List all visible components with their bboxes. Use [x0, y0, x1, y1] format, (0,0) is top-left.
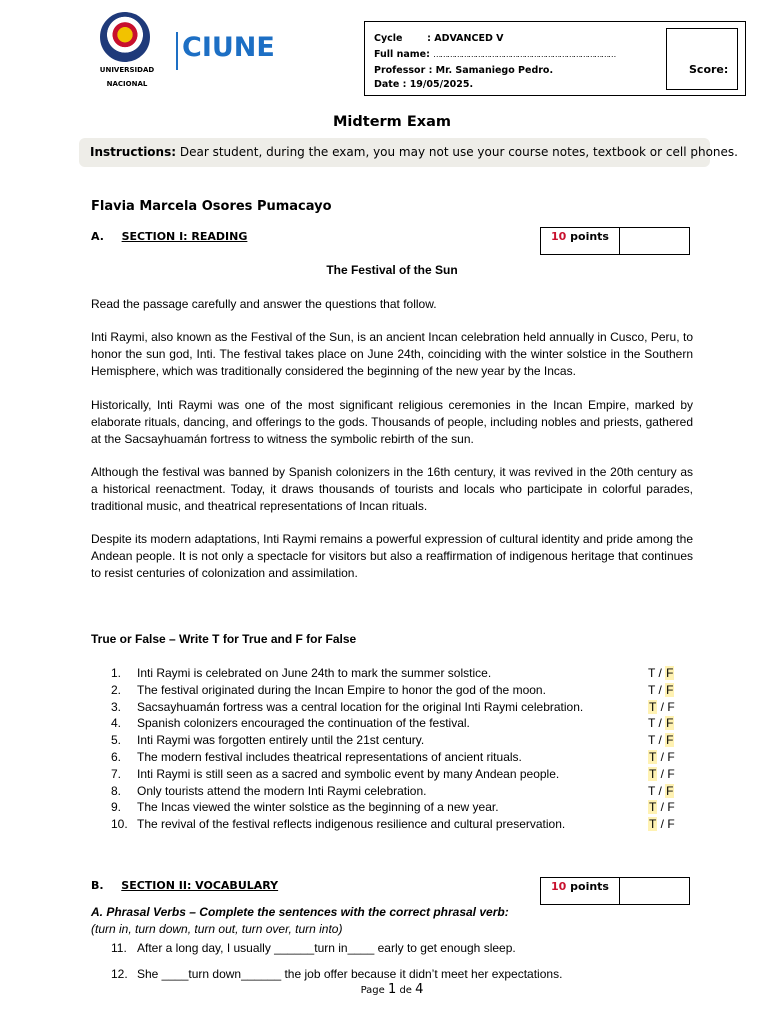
true-false-item [111, 750, 522, 764]
item-text: The Incas viewed the winter solstice as the beginning of a new year. [137, 800, 499, 814]
true-false-item [111, 733, 424, 747]
cycle-line [374, 33, 504, 44]
false-option[interactable]: F [667, 817, 675, 831]
phrasal-item [111, 967, 562, 981]
section1-points-box [540, 227, 690, 255]
true-option[interactable]: T [648, 683, 656, 697]
logo-text-line2: NACIONAL [106, 80, 148, 88]
true-false-item [111, 700, 583, 714]
item-number: 6. [111, 750, 122, 764]
item-text: Only tourists attend the modern Inti Raymi celebration. [137, 784, 427, 798]
passage-paragraph-1: Inti Raymi, also known as the Festival of the Sun, is an ancient Incan celebration held annually in Cusco, Peru, to honor the sun god, Inti. The festival takes place on June 24th, coinciding with the winter solstice in the Southern Hemisphere, which was traditionally considered the beginning of the new year by the Incas. [91, 330, 693, 378]
instructions-box [79, 138, 738, 167]
item-number: 7. [111, 767, 122, 781]
option-separator: / [657, 800, 668, 814]
phrasal-options: (turn in, turn down, turn out, turn over, turn into) [91, 922, 343, 936]
page-total: 4 [415, 982, 424, 997]
phrasal-item [111, 941, 516, 955]
true-false-answer[interactable] [648, 750, 675, 764]
true-false-item [111, 666, 491, 680]
false-option[interactable]: F [666, 784, 674, 798]
false-option[interactable]: F [667, 767, 675, 781]
true-option[interactable]: T [648, 784, 656, 798]
section1-points [551, 230, 609, 243]
section2-title: SECTION II: VOCABULARY [121, 879, 279, 892]
true-option[interactable]: T [649, 750, 657, 764]
false-option[interactable]: F [666, 716, 674, 730]
item-text: Inti Raymi is celebrated on June 24th to mark the summer solstice. [137, 666, 492, 680]
page-label: Page [360, 985, 388, 996]
true-false-item [111, 683, 546, 697]
phrasal-item-text: She ____turn down______ the job offer because it didn’t meet her expectations. [137, 967, 563, 981]
section2-points-num: 10 [551, 880, 567, 893]
page-title: Midterm Exam [332, 114, 451, 130]
section1-title: SECTION I: READING [121, 230, 248, 243]
true-false-item [111, 716, 470, 730]
item-number: 2. [111, 683, 122, 697]
passage-title: The Festival of the Sun [326, 263, 458, 277]
option-separator: / [655, 683, 666, 697]
university-seal-icon [100, 12, 150, 62]
true-option[interactable]: T [649, 817, 657, 831]
item-text: Spanish colonizers encouraged the continuation of the festival. [137, 716, 470, 730]
section2-points-box [540, 877, 690, 905]
item-text: The revival of the festival reflects indigenous resilience and cultural preservation. [137, 817, 566, 831]
fullname-label: Full name: [374, 49, 430, 60]
fullname-value: …………………………………………………………………… [433, 50, 616, 59]
option-separator: / [657, 817, 668, 831]
item-text: Inti Raymi was forgotten entirely until the 21st century. [137, 733, 425, 747]
true-option[interactable]: T [648, 666, 656, 680]
phrasal-item-number: 11. [111, 941, 127, 955]
fullname-line [374, 49, 615, 60]
item-number: 3. [111, 700, 122, 714]
cycle-label: Cycle [374, 33, 403, 44]
date-line: Date : 19/05/2025. [374, 79, 474, 90]
score-box[interactable] [666, 28, 738, 90]
of-label: de [396, 985, 416, 996]
item-number: 1. [111, 666, 122, 680]
option-separator: / [657, 700, 668, 714]
phrasal-verbs-title [91, 904, 511, 938]
true-false-answer[interactable] [648, 817, 675, 831]
false-option[interactable]: F [667, 750, 675, 764]
student-name: Flavia Marcela Osores Pumacayo [91, 199, 332, 214]
section2-points-label: points [566, 880, 609, 893]
item-text: Sacsayhuamán fortress was a central location for the original Inti Raymi celebration. [137, 700, 584, 714]
true-false-answer[interactable] [648, 733, 674, 747]
passage-paragraph-2: Historically, Inti Raymi was one of the most significant religious ceremonies in the Incan Empire, marked by elaborate rituals, dancing, and offerings to the gods. Thousands of people, including nobles and priests, gathered at the Sacsayhuamán fortress to witness the symbolic rebirth of the sun. [91, 398, 693, 446]
cycle-value: : ADVANCED V [427, 33, 504, 44]
true-false-item [111, 817, 565, 831]
true-false-item [111, 767, 559, 781]
false-option[interactable]: F [666, 683, 674, 697]
brand-divider [176, 32, 178, 70]
true-false-item [111, 800, 499, 814]
section2-letter: B. [91, 879, 104, 892]
true-option[interactable]: T [648, 716, 656, 730]
option-separator: / [657, 767, 668, 781]
true-false-answer[interactable] [648, 666, 674, 680]
phrasal-item-number: 12. [111, 967, 128, 981]
true-option[interactable]: T [649, 767, 657, 781]
item-number: 8. [111, 784, 122, 798]
page-footer [0, 982, 768, 997]
true-false-answer[interactable] [648, 683, 674, 697]
item-text: Inti Raymi is still seen as a sacred and symbolic event by many Andean people. [137, 767, 560, 781]
false-option[interactable]: F [667, 700, 675, 714]
brand-logo: CIUNE [182, 32, 275, 63]
option-separator: / [655, 784, 666, 798]
section1-points-num: 10 [551, 230, 567, 243]
professor-line: Professor : Mr. Samaniego Pedro. [374, 65, 554, 76]
phrasal-title-text: A. Phrasal Verbs – Complete the sentences with the correct phrasal verb: [91, 905, 509, 919]
passage-paragraph-3: Although the festival was banned by Spanish colonizers in the 16th century, it was revived in the 20th century as a historical reenactment. Today, it draws thousands of tourists and locals who participate in colorful parades, traditional music, and theatrical representations of Incan rituals. [91, 465, 693, 513]
passage-paragraph-4: Despite its modern adaptations, Inti Raymi remains a powerful expression of cultural identity and pride among the Andean people. It is not only a spectacle for visitors but also a reaffirmation of indigenous heritage that continues to resist centuries of colonization and assimilation. [91, 532, 693, 580]
true-option[interactable]: T [648, 733, 656, 747]
item-number: 10. [111, 817, 128, 831]
item-text: The modern festival includes theatrical representations of ancient rituals. [137, 750, 522, 764]
page-number: 1 [387, 982, 397, 997]
instructions-label: Instructions: [90, 145, 177, 159]
item-number: 5. [111, 733, 122, 747]
true-false-item [111, 784, 426, 798]
section1-points-label: points [566, 230, 609, 243]
section1-letter: A. [91, 230, 104, 243]
false-option[interactable]: F [667, 800, 675, 814]
logo-text-line1: UNIVERSIDAD [99, 66, 155, 74]
item-text: The festival originated during the Incan Empire to honor the god of the moon. [137, 683, 546, 697]
item-number: 9. [111, 800, 122, 814]
section1-heading [91, 230, 247, 243]
false-option[interactable]: F [666, 733, 674, 747]
item-number: 4. [111, 716, 122, 730]
true-false-answer[interactable] [648, 800, 675, 814]
true-option[interactable]: T [649, 800, 657, 814]
true-false-heading: True or False – Write T for True and F for False [91, 632, 357, 646]
true-false-answer[interactable] [648, 784, 674, 798]
option-separator: / [655, 666, 666, 680]
phrasal-item-text: After a long day, I usually ______turn in____ early to get enough sleep. [137, 941, 516, 955]
option-separator: / [655, 716, 666, 730]
true-false-answer[interactable] [648, 716, 674, 730]
option-separator: / [657, 750, 668, 764]
true-false-answer[interactable] [648, 700, 675, 714]
section2-points [551, 880, 609, 893]
passage-intro: Read the passage carefully and answer the questions that follow. [91, 297, 437, 311]
option-separator: / [655, 733, 666, 747]
score-label: Score: [689, 63, 729, 76]
instructions-text: Dear student, during the exam, you may not use your course notes, textbook or cell phones. [176, 145, 738, 159]
section2-heading [91, 879, 278, 892]
false-option[interactable]: F [666, 666, 674, 680]
true-option[interactable]: T [649, 700, 657, 714]
true-false-answer[interactable] [648, 767, 675, 781]
